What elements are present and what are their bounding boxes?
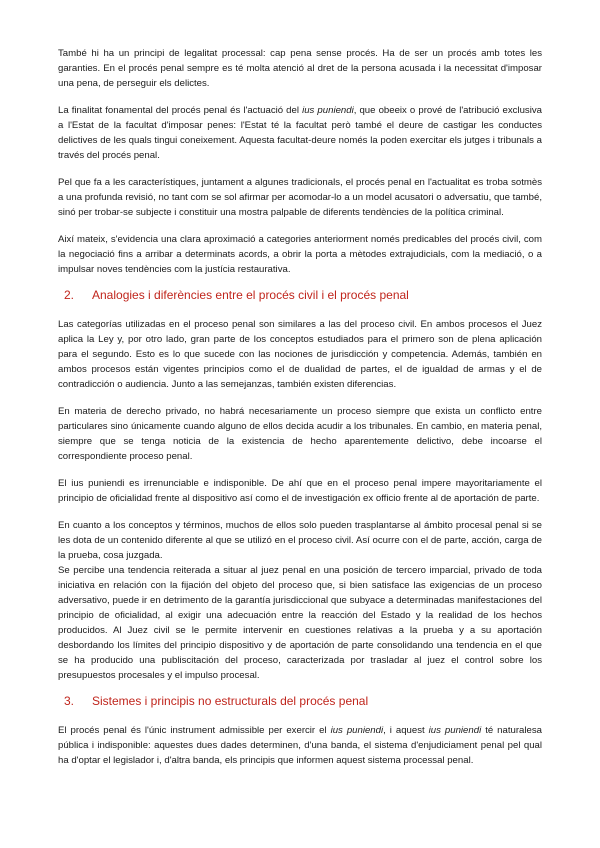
- paragraph-legalitat: També hi ha un principi de legalitat processal: cap pena sense procés. Ha de ser un procés amb totes les garanties. En el procés penal sempre es té molta atenció al dret de la persona acusada i la necessitat d'imposar una pena, de perseguir els delictes.: [58, 48, 542, 89]
- italic-term: ius puniendi: [428, 725, 482, 736]
- paragraph-caracteristiques: Pel que fa a les característiques, juntament a algunes tradicionals, el procés penal en l'actualitat es troba sotmès a una profunda revisió, no tant com se sol afirmar per acomodar-lo a un model acusatori o adversatiu, que també, sinó per trobar-se subjecte i constituir una mostra palpable de diferents tendències de la política criminal.: [58, 177, 542, 218]
- paragraph-text: El procés penal és l'únic instrument admissible per exercir el: [58, 725, 331, 736]
- section-title: Analogies i diferències entre el procés civil i el procés penal: [92, 288, 409, 302]
- paragraph-text: té naturalesa pública i indisponible: aquestes dues dades determinen, d'una banda, el sistema d'enjudiciament penal pel qual ha d'optar el legislador i, d'altra banda, els principis que informen aquest sistema processal penal.: [58, 725, 542, 766]
- paragraph-conceptos: En cuanto a los conceptos y términos, muchos de ellos solo pueden trasplantarse al ámbito procesal penal si se les dota de un contenido diferente al que se utilizó en el proceso civil. Así ocurre con el de parte, acción, carga de la prueba, cosa juzgada.: [58, 520, 542, 561]
- paragraph-aproximacio: Així mateix, s'evidencia una clara aproximació a categories anteriorment només predicables del procés civil, com la negociació fins a arribar a determinats acords, a obrir la porta a mètodes extrajudicials, com la mediació, o a impulsar noves tendències com la justícia restaurativa.: [58, 234, 542, 275]
- section-number: 2.: [64, 288, 75, 302]
- paragraph-text: La finalitat fonamental del procés penal és l'actuació del: [58, 105, 303, 116]
- paragraph-finalitat: [58, 103, 542, 163]
- section-number: 3.: [64, 694, 75, 708]
- section-heading-2: [58, 287, 542, 303]
- paragraph-text: , i aquest: [383, 725, 429, 736]
- section-heading-3: [58, 693, 542, 709]
- paragraph-tendencia: Se percibe una tendencia reiterada a situar al juez penal en una posición de tercero imparcial, privado de toda iniciativa en relación con la fijación del objeto del proceso que, si bien satisface las exigencias de un proceso adversativo, puede ir en detrimento de la garantía jurisdiccional que subyace a determinadas manifestaciones del principio de oficialidad, al exigir una adecuación entre la reacción del Estado y la realidad de los hechos producidos. Al Juez civil se le permite intervenir en cuestiones relativas a la prueba y a su aportación desbordando los límites del principio dispositivo y de aportación de parte consolidando una tendencia en el que se ha producido una publiscitación del proceso, caracterizada por trasladar al juez el control sobre los presupuestos procesales y el impulso procesal.: [58, 565, 542, 681]
- paragraph-categorias: Las categorías utilizadas en el proceso penal son similares a las del proceso civil. En ambos procesos el Juez aplica la Ley y, por otro lado, gran parte de los conceptos estudiados para el primero son de plena aplicación para el segundo. Esto es lo que sucede con las nociones de jurisdicción y competencia. Además, también en ambos procesos están vigentes principios como el de dualidad de partes, el de igualdad de armas y el de contradicción o audiencia. Junto a las semejanzas, también existen diferencias.: [58, 319, 542, 390]
- paragraph-derecho-privado: En materia de derecho privado, no habrá necesariamente un proceso siempre que exista un conflicto entre particulares sino únicamente cuando alguno de ellos decida acudir a los tribunales. En cambio, en materia penal, siempre que se tenga noticia de la existencia de hecho aparentemente delictivo, debe incoarse el correspondiente proceso penal.: [58, 406, 542, 462]
- italic-term: ius puniendi: [330, 725, 384, 736]
- paragraph-instrument: [58, 723, 542, 768]
- paragraph-text: , que obeeix o prové de l'atribució exclusiva a l'Estat de la facultat d'imposar penes: l'Estat té la facultat però també el deure de castigar les conductes delictives de les quals tingui coneixement. Aquesta facultat-deure només la poden exercitar els jutges i tribunals a través del procés penal.: [58, 105, 542, 161]
- paragraph-ius-puniendi: El ius puniendi es irrenunciable e indisponible. De ahí que en el proceso penal impere mayoritariamente el principio de oficialidad frente al dispositivo así como el de investigación ex officio frente al de aportación de parte.: [58, 478, 542, 504]
- italic-term: ius puniendi: [302, 105, 354, 116]
- section-title: Sistemes i principis no estructurals del procés penal: [92, 694, 369, 708]
